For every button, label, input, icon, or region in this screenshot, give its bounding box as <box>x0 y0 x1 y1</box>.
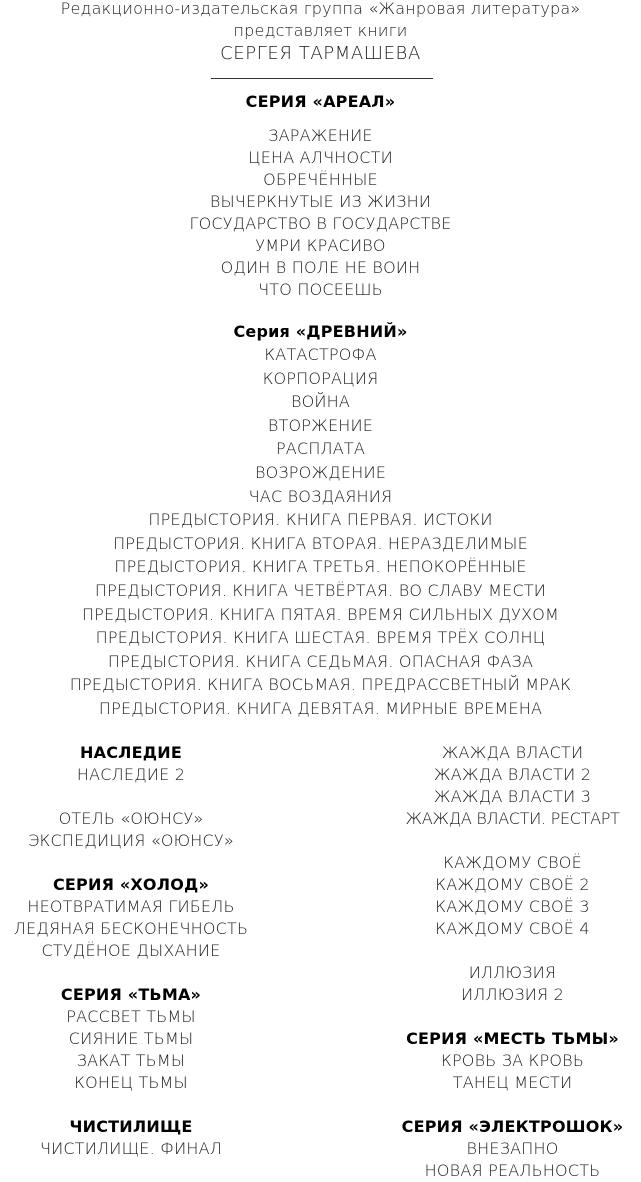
book-title: ЖАЖДА ВЛАСТИ 2 <box>433 765 592 784</box>
book-title: КАЖДОМУ СВОЁ 2 <box>435 875 590 894</box>
book-title: ПРЕДЫСТОРИЯ. КНИГА СЕДЬМАЯ. ОПАСНАЯ ФАЗА <box>107 651 534 671</box>
book-title: ПРЕДЫСТОРИЯ. КНИГА ВТОРАЯ. НЕРАЗДЕЛИМЫЕ <box>113 533 528 553</box>
series-heading: СЕРИЯ «МЕСТЬ ТЬМЫ» <box>406 1029 619 1048</box>
book-title: ПРЕДЫСТОРИЯ. КНИГА ДЕВЯТАЯ. МИРНЫЕ ВРЕМЕНА <box>98 698 543 718</box>
book-title: РАСПЛАТА <box>275 439 366 459</box>
book-title: ЧИСТИЛИЩЕ. ФИНАЛ <box>39 1139 223 1158</box>
book-title: ЦЕНА АЛЧНОСТИ <box>248 148 393 167</box>
book-title: ЖАЖДА ВЛАСТИ <box>441 743 584 762</box>
book-title: ПРЕДЫСТОРИЯ. КНИГА ШЕСТАЯ. ВРЕМЯ ТРЁХ СОЛНЦ <box>95 628 546 648</box>
book-title: ИЛЛЮЗИЯ 2 <box>460 985 565 1004</box>
book-title: ПРЕДЫСТОРИЯ. КНИГА ВОСЬМАЯ. ПРЕДРАССВЕТНЫЙ МРАК <box>69 675 572 695</box>
book-title: ВНЕЗАПНО <box>466 1139 559 1158</box>
book-title: ПРЕДЫСТОРИЯ. КНИГА ТРЕТЬЯ. НЕПОКОРЁННЫЕ <box>114 557 527 577</box>
book-title: ЖАЖДА ВЛАСТИ. РЕСТАРТ <box>405 809 620 828</box>
author-name: СЕРГЕЯ ТАРМАШЕВА <box>220 43 421 64</box>
book-title: КРОВЬ ЗА КРОВЬ <box>440 1051 585 1070</box>
series-heading: ЧИСТИЛИЩЕ <box>69 1117 193 1136</box>
book-title: НОВАЯ РЕАЛЬНОСТЬ <box>424 1161 601 1180</box>
book-title: ЗАКАТ ТЬМЫ <box>76 1051 186 1070</box>
book-title: СИЯНИЕ ТЬМЫ <box>68 1029 194 1048</box>
series-heading: СЕРИЯ «ТЬМА» <box>60 985 202 1004</box>
series-drevniy <box>0 321 641 721</box>
book-title: ЧТО ПОСЕЕШЬ <box>258 280 383 299</box>
right-column <box>384 742 641 1182</box>
series-heading: СЕРИЯ «ЭЛЕКТРОШОК» <box>401 1117 624 1136</box>
book-title: СТУДЁНОЕ ДЫХАНИЕ <box>41 941 221 960</box>
book-title: ГОСУДАРСТВО В ГОСУДАРСТВЕ <box>189 214 452 233</box>
book-title: ВЫЧЕРКНУТЫЕ ИЗ ЖИЗНИ <box>209 192 432 211</box>
book-title: КАЖДОМУ СВОЁ 3 <box>435 897 590 916</box>
book-title: ЖАЖДА ВЛАСТИ 3 <box>433 787 592 806</box>
book-title: НАСЛЕДИЕ 2 <box>76 765 186 784</box>
book-title: КОРПОРАЦИЯ <box>262 368 379 388</box>
book-title: ПРЕДЫСТОРИЯ. КНИГА ПЯТАЯ. ВРЕМЯ СИЛЬНЫХ ДУХОМ <box>81 604 560 624</box>
series-heading: Серия «ДРЕВНИЙ» <box>233 322 408 341</box>
book-title: ЭКСПЕДИЦИЯ «ОЮНСУ» <box>28 831 234 850</box>
presents-line: представляет книги <box>233 21 408 40</box>
book-title: КАЖДОМУ СВОЁ <box>443 853 582 872</box>
book-title: КАТАСТРОФА <box>264 345 377 364</box>
book-title: ЗАРАЖЕНИЕ <box>268 126 373 145</box>
book-title: ЧАС ВОЗДАЯНИЯ <box>248 486 393 506</box>
book-title: ТАНЕЦ МЕСТИ <box>452 1073 573 1092</box>
book-title: ОБРЕЧЁННЫЕ <box>263 170 378 189</box>
book-title: ВТОРЖЕНИЕ <box>267 415 374 435</box>
header-divider <box>211 78 433 79</box>
book-title: ЛЕДЯНАЯ БЕСКОНЕЧНОСТЬ <box>13 919 249 938</box>
book-title: ИЛЛЮЗИЯ <box>468 963 557 982</box>
left-column <box>0 742 262 1160</box>
book-title: ПРЕДЫСТОРИЯ. КНИГА ЧЕТВЁРТАЯ. ВО СЛАВУ МЕСТИ <box>94 580 547 600</box>
book-title: ВОЗРОЖДЕНИЕ <box>254 462 387 482</box>
book-title: ОТЕЛЬ «ОЮНСУ» <box>58 809 204 828</box>
book-title: КОНЕЦ ТЬМЫ <box>74 1073 188 1092</box>
book-title: ВОЙНА <box>290 392 351 412</box>
book-title: УМРИ КРАСИВО <box>255 236 386 255</box>
book-title: ПРЕДЫСТОРИЯ. КНИГА ПЕРВАЯ. ИСТОКИ <box>148 510 493 530</box>
series-heading: НАСЛЕДИЕ <box>80 743 182 762</box>
series-heading: СЕРИЯ «АРЕАЛ» <box>245 92 396 111</box>
book-title: КАЖДОМУ СВОЁ 4 <box>435 919 590 938</box>
series-areal <box>0 91 641 301</box>
book-title: РАССВЕТ ТЬМЫ <box>66 1007 196 1026</box>
publisher-line: Редакционно-издательская группа «Жанровая литература» <box>60 0 581 18</box>
book-title: НЕОТВРАТИМАЯ ГИБЕЛЬ <box>27 897 235 916</box>
book-title: ОДИН В ПОЛЕ НЕ ВОИН <box>220 258 421 277</box>
header <box>0 0 641 66</box>
series-heading: СЕРИЯ «ХОЛОД» <box>52 875 210 894</box>
